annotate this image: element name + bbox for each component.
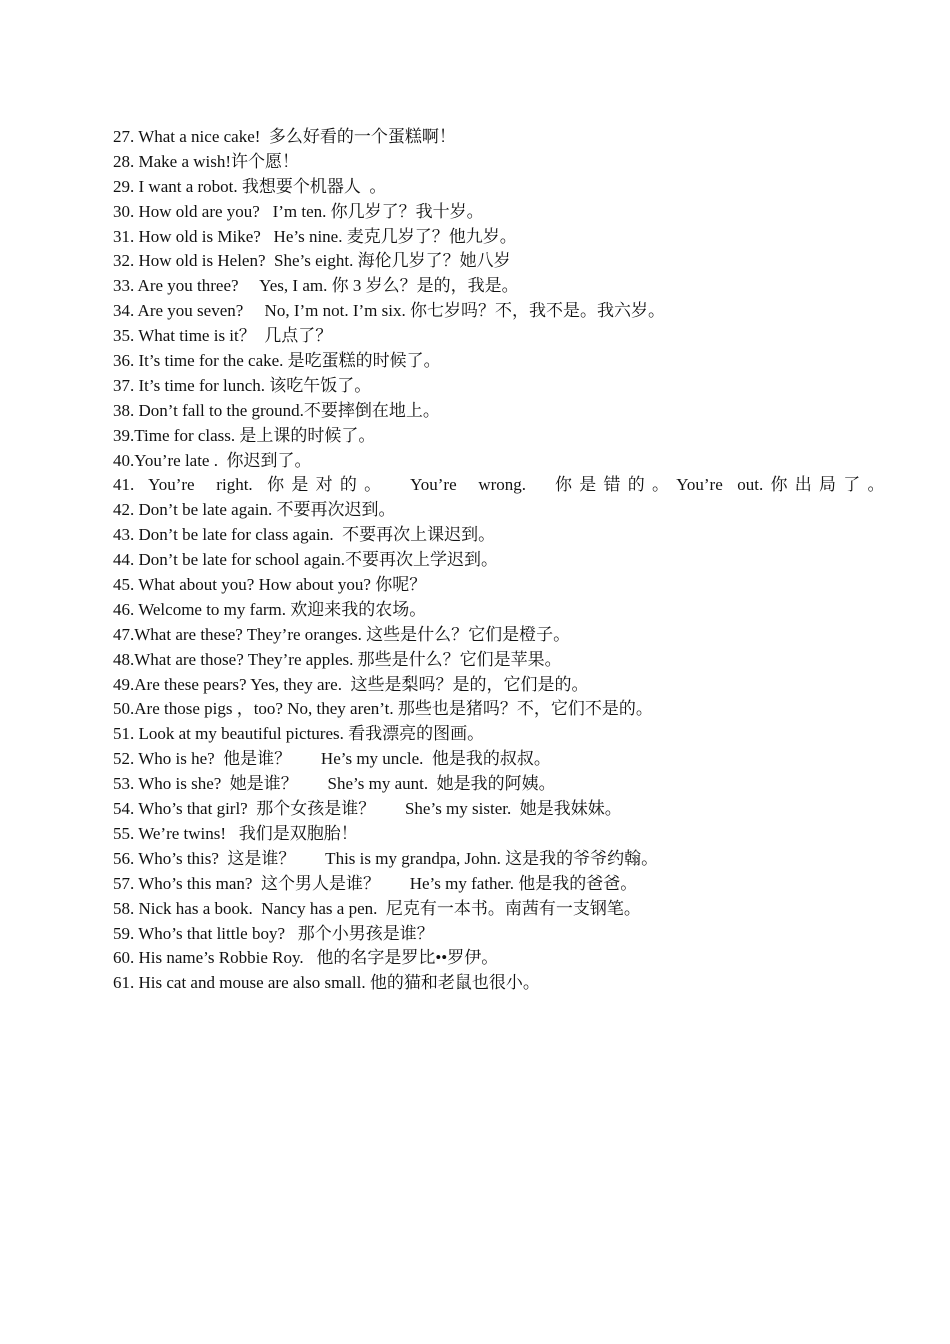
sentence-line: 29. I want a robot. 我想要个机器人 。 xyxy=(113,176,387,196)
sentence-line: 54. Who’s that girl? 那个女孩是谁？ She’s my sister. 她是我妹妹。 xyxy=(113,799,622,819)
sentence-line: 38. Don’t fall to the ground.不要摔倒在地上。 xyxy=(113,400,440,420)
sentence-line: 30. How old are you? I’m ten. 你几岁了？我十岁。 xyxy=(113,201,484,221)
sentence-line: 31. How old is Mike? He’s nine. 麦克几岁了？他九岁。 xyxy=(113,226,517,246)
sentence-line: 51. Look at my beautiful pictures. 看我漂亮的图画。 xyxy=(113,724,485,744)
sentence-line: 60. His name’s Robbie Roy. 他的名字是罗比••罗伊。 xyxy=(113,948,499,968)
sentence-line: 45. What about you? How about you? 你呢？ xyxy=(113,575,427,595)
sentence-line: 42. Don’t be late again. 不要再次迟到。 xyxy=(113,500,396,520)
sentence-line: 35. What time is it？ 几点了？ xyxy=(113,326,333,346)
sentence-line: 40.You’re late . 你迟到了。 xyxy=(113,450,312,470)
sentence-line: 58. Nick has a book. Nancy has a pen. 尼克有一本书。南茜有一支钢笔。 xyxy=(113,898,641,918)
sentence-line: 41. You’re right. 你 是 对 的 。 You’re wrong. 你 是 错 的 。 You’re out. 你 出 局 了 。 xyxy=(113,475,885,495)
sentence-line: 37. It’s time for lunch. 该吃午饭了。 xyxy=(113,375,372,395)
sentence-line: 33. Are you three? Yes, I am. 你 3 岁么？是的，我是。 xyxy=(113,276,519,296)
sentence-line: 32. How old is Helen? She’s eight. 海伦几岁了？她八岁 xyxy=(113,251,511,271)
sentence-line: 61. His cat and mouse are also small. 他的猫和老鼠也很小。 xyxy=(113,973,540,993)
sentence-line: 57. Who’s this man? 这个男人是谁？ He’s my father. 他是我的爸爸。 xyxy=(113,873,638,893)
sentence-line: 28. Make a wish!许个愿！ xyxy=(113,151,300,171)
sentence-line: 34. Are you seven? No, I’m not. I’m six. 你七岁吗？不，我不是。我六岁。 xyxy=(113,301,665,321)
sentence-line: 52. Who is he? 他是谁？ He’s my uncle. 他是我的叔叔。 xyxy=(113,749,551,769)
sentence-line: 55. We’re twins! 我们是双胞胎！ xyxy=(113,823,358,843)
sentence-line: 56. Who’s this? 这是谁？ This is my grandpa, John. 这是我的爷爷约翰。 xyxy=(113,848,659,868)
sentence-line: 43. Don’t be late for class again. 不要再次上课迟到。 xyxy=(113,525,496,545)
sentence-line: 47.What are these? They’re oranges. 这些是什么？它们是橙子。 xyxy=(113,624,571,644)
sentence-line: 53. Who is she? 她是谁？ She’s my aunt. 她是我的阿姨。 xyxy=(113,774,556,794)
sentence-list xyxy=(113,125,885,996)
sentence-line: 59. Who’s that little boy? 那个小男孩是谁？ xyxy=(113,923,434,943)
sentence-line: 48.What are those? They’re apples. 那些是什么？它们是苹果。 xyxy=(113,649,562,669)
sentence-line: 44. Don’t be late for school again.不要再次上学迟到。 xyxy=(113,550,498,570)
sentence-line: 46. Welcome to my farm. 欢迎来我的农场。 xyxy=(113,599,427,619)
sentence-line: 39.Time for class. 是上课的时候了。 xyxy=(113,425,376,445)
sentence-line: 27. What a nice cake! 多么好看的一个蛋糕啊！ xyxy=(113,127,456,146)
sentence-line: 36. It’s time for the cake. 是吃蛋糕的时候了。 xyxy=(113,351,441,371)
sentence-line: 50.Are those pigs ，too? No, they aren’t. 那些也是猪吗？不，它们不是的。 xyxy=(113,699,653,719)
sentence-line: 49.Are these pears? Yes, they are. 这些是梨吗？是的，它们是的。 xyxy=(113,674,589,694)
